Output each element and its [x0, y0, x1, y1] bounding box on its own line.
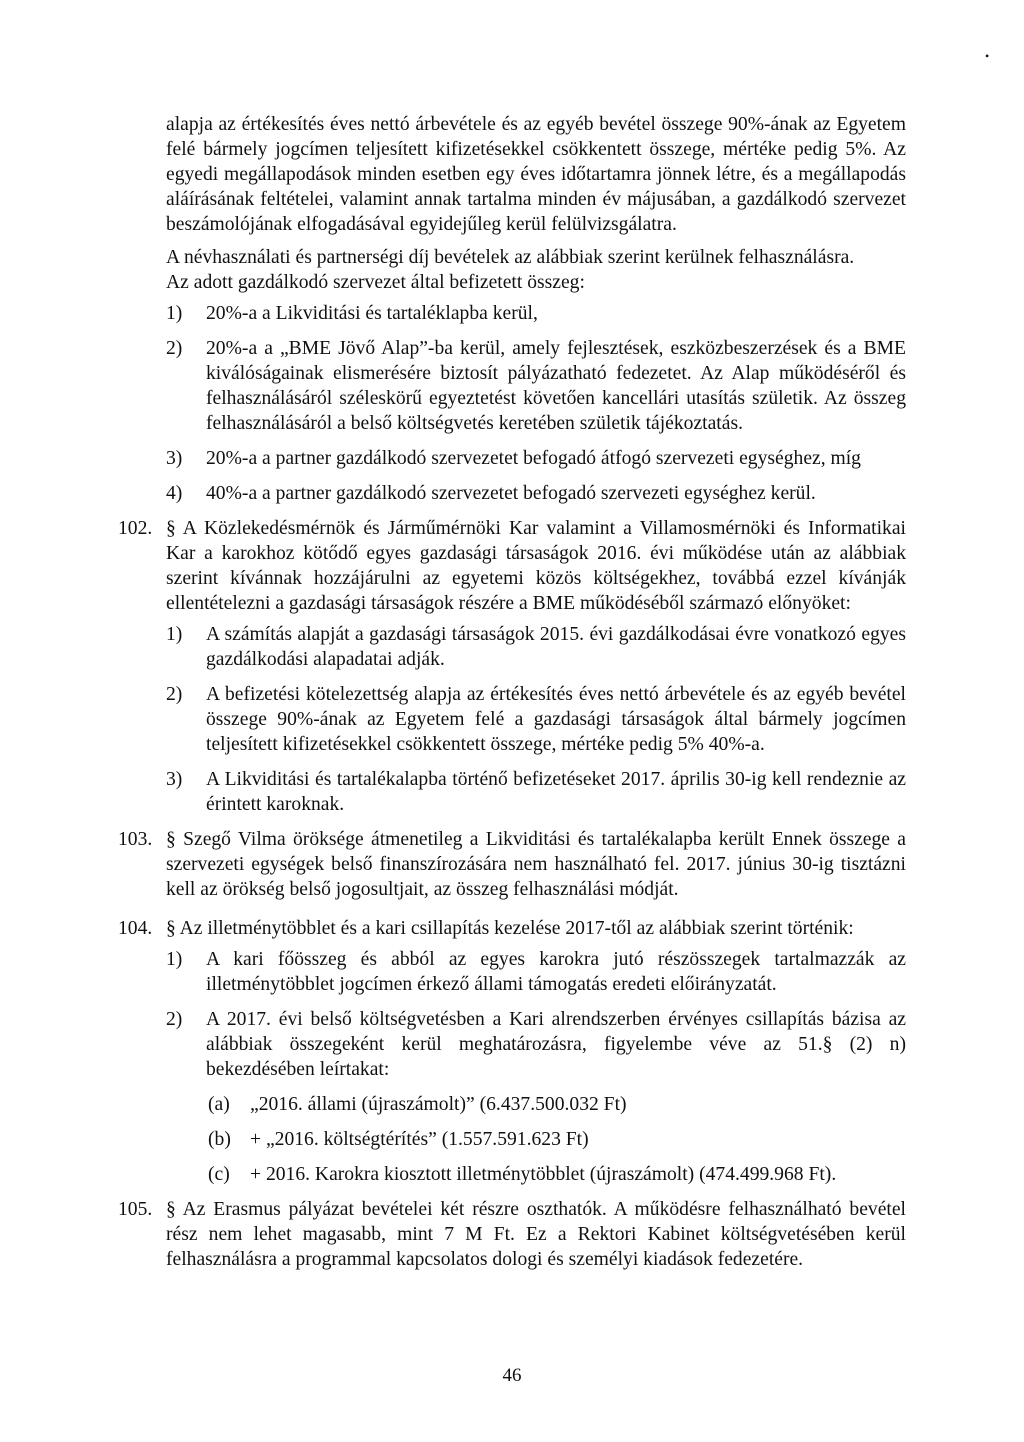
item-text: 20%-a a Likviditási és tartaléklapba kerül,	[206, 303, 538, 324]
corner-mark: •	[985, 49, 990, 63]
section-number: 103.	[118, 829, 153, 850]
item-number: 3)	[166, 769, 183, 790]
sub-item-label: (b)	[208, 1129, 231, 1150]
amount-sentence: Az adott gazdálkodó szervezet által befizetett összeg:	[166, 272, 585, 293]
sub-item	[208, 1162, 906, 1187]
item-text: 20%-a a „BME Jövő Alap”-ba kerül, amely fejlesztések, eszközbeszerzések és a BME kiválóságainak elismerésére biztosít pályázatható fedezetet. Az Alap működéséről és felhasználásáról széleskörű egyeztetést követően kancellári utasítás születik. Az összeg felhasználásáról a belső költségvetés keretében születik tájékoztatás.	[206, 338, 906, 434]
list-item	[166, 1007, 906, 1082]
intro-paragraph: alapja az értékesítés éves nettó árbevétele és az egyéb bevétel összege 90%-ának az Egyetem felé bármely jogcímen teljesített kifizetésekkel csökkentett összege, mértéke pedig 5%. Az egyedi megállapodások minden esetben egy éves időtartamra jönnek létre, és a megállapodás aláírásának feltételei, valamint annak tartalma minden év májusában, a gazdálkodó szervezet beszámolójának elfogadásával egyidejűleg kerül felülvizsgálatra.	[166, 114, 906, 235]
section-text: § A Közlekedésmérnök és Járműmérnöki Kar valamint a Villamosmérnöki és Informatikai Kar a karokhoz kötődő egyes gazdasági társaságok 2016. évi működése után az alábbiak szerint kívánnak hozzájárulni az egyetemi közös költségekhez, továbbá ezzel kívánják ellentételezni a gazdasági társaságok részére a BME működéséből származó előnyöket:	[166, 518, 906, 614]
item-number: 2)	[166, 684, 183, 705]
section-text: § Az illetménytöbblet és a kari csillapítás kezelése 2017-től az alábbiak szerint történik:	[166, 918, 854, 939]
item-number: 2)	[166, 338, 183, 359]
section-number: 104.	[118, 918, 153, 939]
item-text: A 2017. évi belső költségvetésben a Kari alrendszerben érvényes csillapítás bázisa az alábbiak összegeként kerül meghatározásra, figyelembe véve az 51.§ (2) n) bekezdésében leírtakat:	[206, 1009, 906, 1080]
item-text: A számítás alapját a gazdasági társaságok 2015. évi gazdálkodásai évre vonatkozó egyes gazdálkodási alapadatai adják.	[206, 624, 906, 670]
item-number: 1)	[166, 949, 183, 970]
section-104-list	[166, 947, 906, 1187]
list-item	[166, 336, 906, 436]
list-item	[166, 947, 906, 997]
item-number: 1)	[166, 624, 183, 645]
item-text: A befizetési kötelezettség alapja az értékesítés éves nettó árbevétele és az egyéb bevétel összege 90%-ának az Egyetem felé a gazdasági társaságok által bármely jogcímen teljesített kifizetésekkel csökkentett összege, mértéke pedig 5% 40%-a.	[206, 684, 906, 755]
section-105	[118, 1197, 906, 1272]
page-content	[118, 112, 906, 1272]
page-number: 46	[502, 1365, 522, 1386]
sub-item-label: (c)	[208, 1164, 230, 1185]
sub-item	[208, 1127, 906, 1152]
item-text: 20%-a a partner gazdálkodó szervezetet befogadó átfogó szervezeti egységhez, míg	[206, 448, 861, 469]
list-item	[166, 682, 906, 757]
item-number: 2)	[166, 1009, 183, 1030]
list-item	[166, 622, 906, 672]
sub-item-text: + „2016. költségtérítés” (1.557.591.623 Ft)	[250, 1129, 589, 1150]
allocation-list	[166, 301, 906, 506]
section-text: § Az Erasmus pályázat bevételei két részre oszthatók. A működésre felhasználható bevétel rész nem lehet magasabb, mint 7 M Ft. Ez a Rektori Kabinet költségvetésében kerül felhasználásra a programmal kapcsolatos dologi és személyi kiadások fedezetére.	[166, 1199, 906, 1270]
list-item	[166, 446, 906, 471]
section-104	[118, 916, 906, 941]
item-text: A kari főösszeg és abból az egyes karokra jutó részösszegek tartalmazzák az illetménytöbblet jogcímen érkező állami támogatás eredeti előirányzatát.	[206, 949, 906, 995]
sub-item-text: + 2016. Karokra kiosztott illetménytöbblet (újraszámolt) (474.499.968 Ft).	[250, 1164, 837, 1185]
section-102-list	[166, 622, 906, 817]
section-number: 105.	[118, 1199, 153, 1220]
section-103	[118, 827, 906, 902]
list-item	[166, 481, 906, 506]
sub-item-label: (a)	[208, 1094, 230, 1115]
sub-item-text: „2016. állami (újraszámolt)” (6.437.500.032 Ft)	[250, 1094, 627, 1115]
usage-sentence: A névhasználati és partnerségi díj bevételek az alábbiak szerint kerülnek felhasználásra.	[166, 247, 855, 268]
item-number: 1)	[166, 303, 183, 324]
item-number: 4)	[166, 483, 183, 504]
item-text: 40%-a a partner gazdálkodó szervezetet befogadó szervezeti egységhez kerül.	[206, 483, 816, 504]
item-number: 3)	[166, 448, 183, 469]
item-text: A Likviditási és tartalékalapba történő befizetéseket 2017. április 30-ig kell rendeznie az érintett karoknak.	[206, 769, 906, 815]
list-item	[166, 301, 906, 326]
sub-item	[208, 1092, 906, 1117]
list-item	[166, 767, 906, 817]
section-text: § Szegő Vilma öröksége átmenetileg a Likviditási és tartalékalapba került Ennek összege a szervezeti egységek belső finanszírozására nem használható fel. 2017. június 30-ig tisztázni kell az örökség belső jogosultjait, az összeg felhasználási módját.	[166, 829, 906, 900]
section-102	[118, 516, 906, 616]
section-number: 102.	[118, 518, 153, 539]
